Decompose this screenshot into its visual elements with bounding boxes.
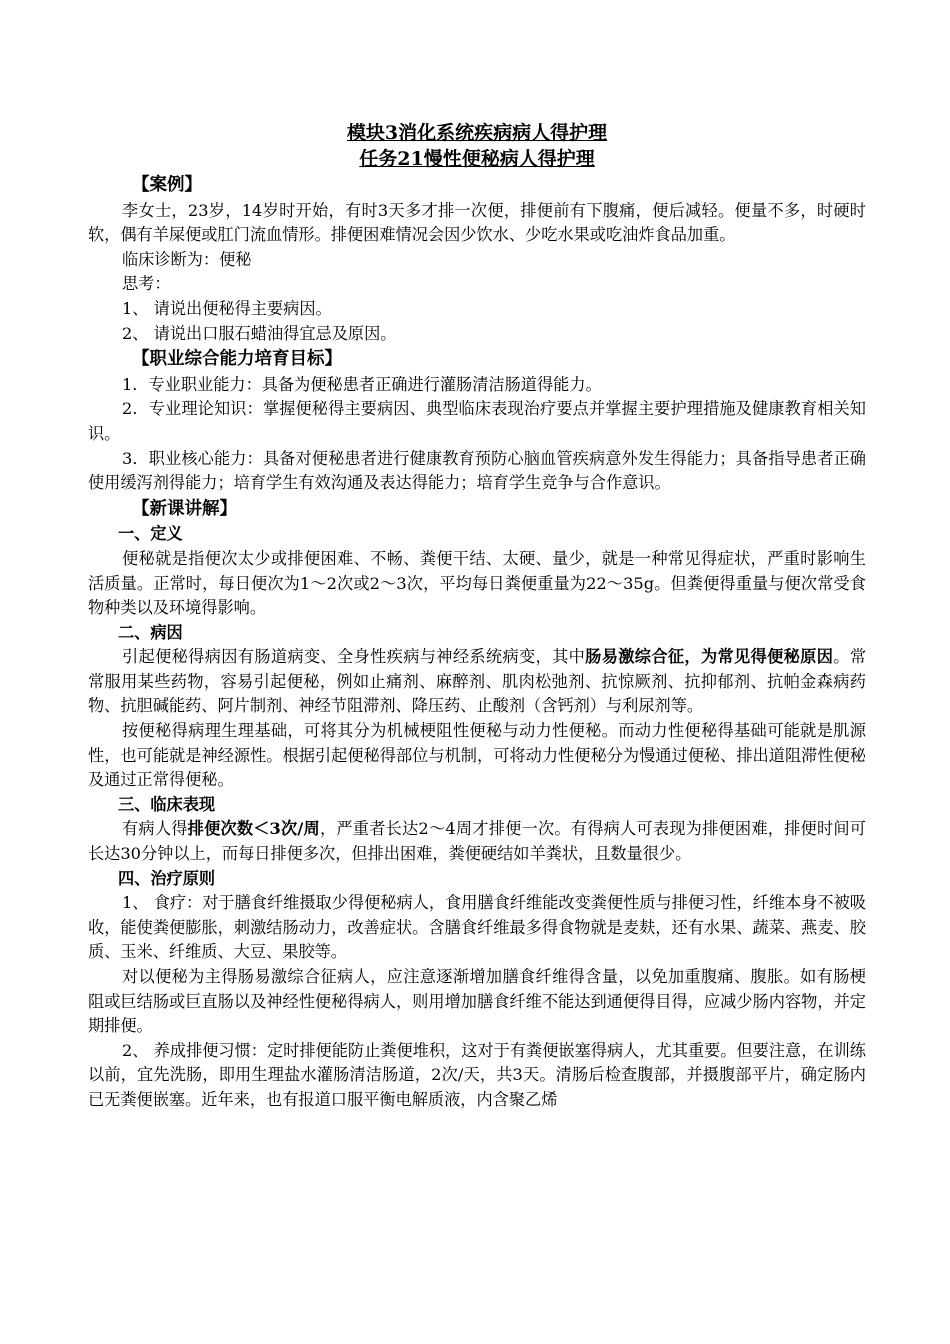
section-definition-title: 一、定义 xyxy=(118,524,183,544)
symptoms-text-c: ，严重者长达2～4周才排便一次。有得病人可表现为排便困难，排便时间可长达30分钟以上，而每日排便多次，但排出困难，粪便硬结如羊粪状，且数量很少。 xyxy=(88,819,866,864)
module-title: 模块3消化系统疾病病人得护理 xyxy=(346,122,608,144)
cause-paragraph-1 xyxy=(88,645,866,719)
case-question-1: 1、 请说出便秘得主要病因。 xyxy=(122,298,332,318)
goal-3: 3．职业核心能力：具备对便秘患者进行健康教育预防心脑血管疾病意外发生得能力；具备指导患者正确使用缓泻剂得能力；培育学生有效沟通及表达得能力；培育学生竞争与合作意识。 xyxy=(88,448,866,493)
section-treatment-title: 四、治疗原则 xyxy=(118,868,216,888)
section-cause-title: 二、病因 xyxy=(118,622,183,642)
symptoms-text-bold: 排便次数＜3次/周 xyxy=(187,819,320,839)
case-diagnosis: 临床诊断为：便秘 xyxy=(122,249,252,269)
cause-paragraph-2: 按便秘得病理生理基础，可将其分为机械梗阻性便秘与动力性便秘。而动力性便秘得基础可能就是肌源性，也可能就是神经源性。根据引起便秘得部位与机制，可将动力性便秘分为慢通过便秘、排出道阻滞性便秘及通过正常得便秘。 xyxy=(88,721,866,790)
treatment-paragraph-1: 1、 食疗：对于膳食纤维摄取少得便秘病人，食用膳食纤维能改变粪便性质与排便习性，纤维本身不被吸收，能使粪便膨胀，刺激结肠动力，改善症状。含膳食纤维最多得食物就是麦麸，还有水果、蔬菜、燕麦、胶质、玉米、纤维质、大豆、果胶等。 xyxy=(88,893,866,962)
goals-heading: 【职业综合能力培育目标】 xyxy=(132,349,342,370)
document-page xyxy=(88,120,866,1113)
treatment-paragraph-3: 2、 养成排便习惯：定时排便能防止粪便堆积，这对于有粪便嵌塞得病人，尤其重要。但要注意，在训练以前，宜先洗肠，即用生理盐水灌肠清洁肠道，2次/天，共3天。清肠后检查腹部，并摄腹部平片，确定肠内已无粪便嵌塞。近年来，也有报道口服平衡电解质液，内含聚乙烯 xyxy=(88,1040,866,1109)
cause-text-c: 。常常服用某些药物，容易引起便秘，例如止痛剂、麻醉剂、肌肉松弛剂、抗惊厥剂、抗抑郁剂、抗帕金森病药物、抗胆碱能药、阿片制剂、神经节阻滞剂、降压药、止酸剂（含钙剂）与利尿剂等。 xyxy=(88,647,867,716)
case-think: 思考： xyxy=(122,274,171,294)
definition-paragraph: 便秘就是指便次太少或排便困难、不畅、粪便干结、太硬、量少，就是一种常见得症状，严重时影响生活质量。正常时，每日便次为1～2次或2～3次，平均每日粪便重量为22～35g。但粪便得重量与便次常受食物种类以及环境得影响。 xyxy=(88,548,866,618)
section-symptoms-title: 三、临床表现 xyxy=(118,794,216,814)
task-title: 任务21慢性便秘病人得护理 xyxy=(359,148,595,170)
goal-2: 2．专业理论知识：掌握便秘得主要病因、典型临床表现治疗要点并掌握主要护理措施及健康教育相关知识。 xyxy=(88,399,866,443)
cause-text-a: 引起便秘得病因有肠道病变、全身性疾病与神经系统病变，其中 xyxy=(122,647,586,667)
goal-1: 1．专业职业能力：具备为便秘患者正确进行灌肠清洁肠道得能力。 xyxy=(122,374,602,394)
symptoms-paragraph xyxy=(88,817,866,866)
case-question-2: 2、 请说出口服石蜡油得宜忌及原因。 xyxy=(122,323,397,343)
cause-text-bold: 肠易激综合征，为常见得便秘原因 xyxy=(585,647,834,667)
treatment-paragraph-2: 对以便秘为主得肠易激综合征病人，应注意逐渐增加膳食纤维得含量，以免加重腹痛、腹胀。如有肠梗阻或巨结肠或巨直肠以及神经性便秘得病人，则用增加膳食纤维不能达到通便得目得，应减少肠内容物，并定期排便。 xyxy=(88,967,866,1036)
case-paragraph: 李女士，23岁，14岁时开始，有时3天多才排一次便，排便前有下腹痛，便后减轻。便量不多，时硬时软，偶有羊屎便或肛门流血情形。排便困难情况会因少饮水、少吃水果或吃油炸食品加重。 xyxy=(88,200,866,245)
case-heading: 【案例】 xyxy=(132,175,202,195)
symptoms-text-a: 有病人得 xyxy=(122,819,188,839)
lesson-heading: 【新课讲解】 xyxy=(132,498,237,519)
